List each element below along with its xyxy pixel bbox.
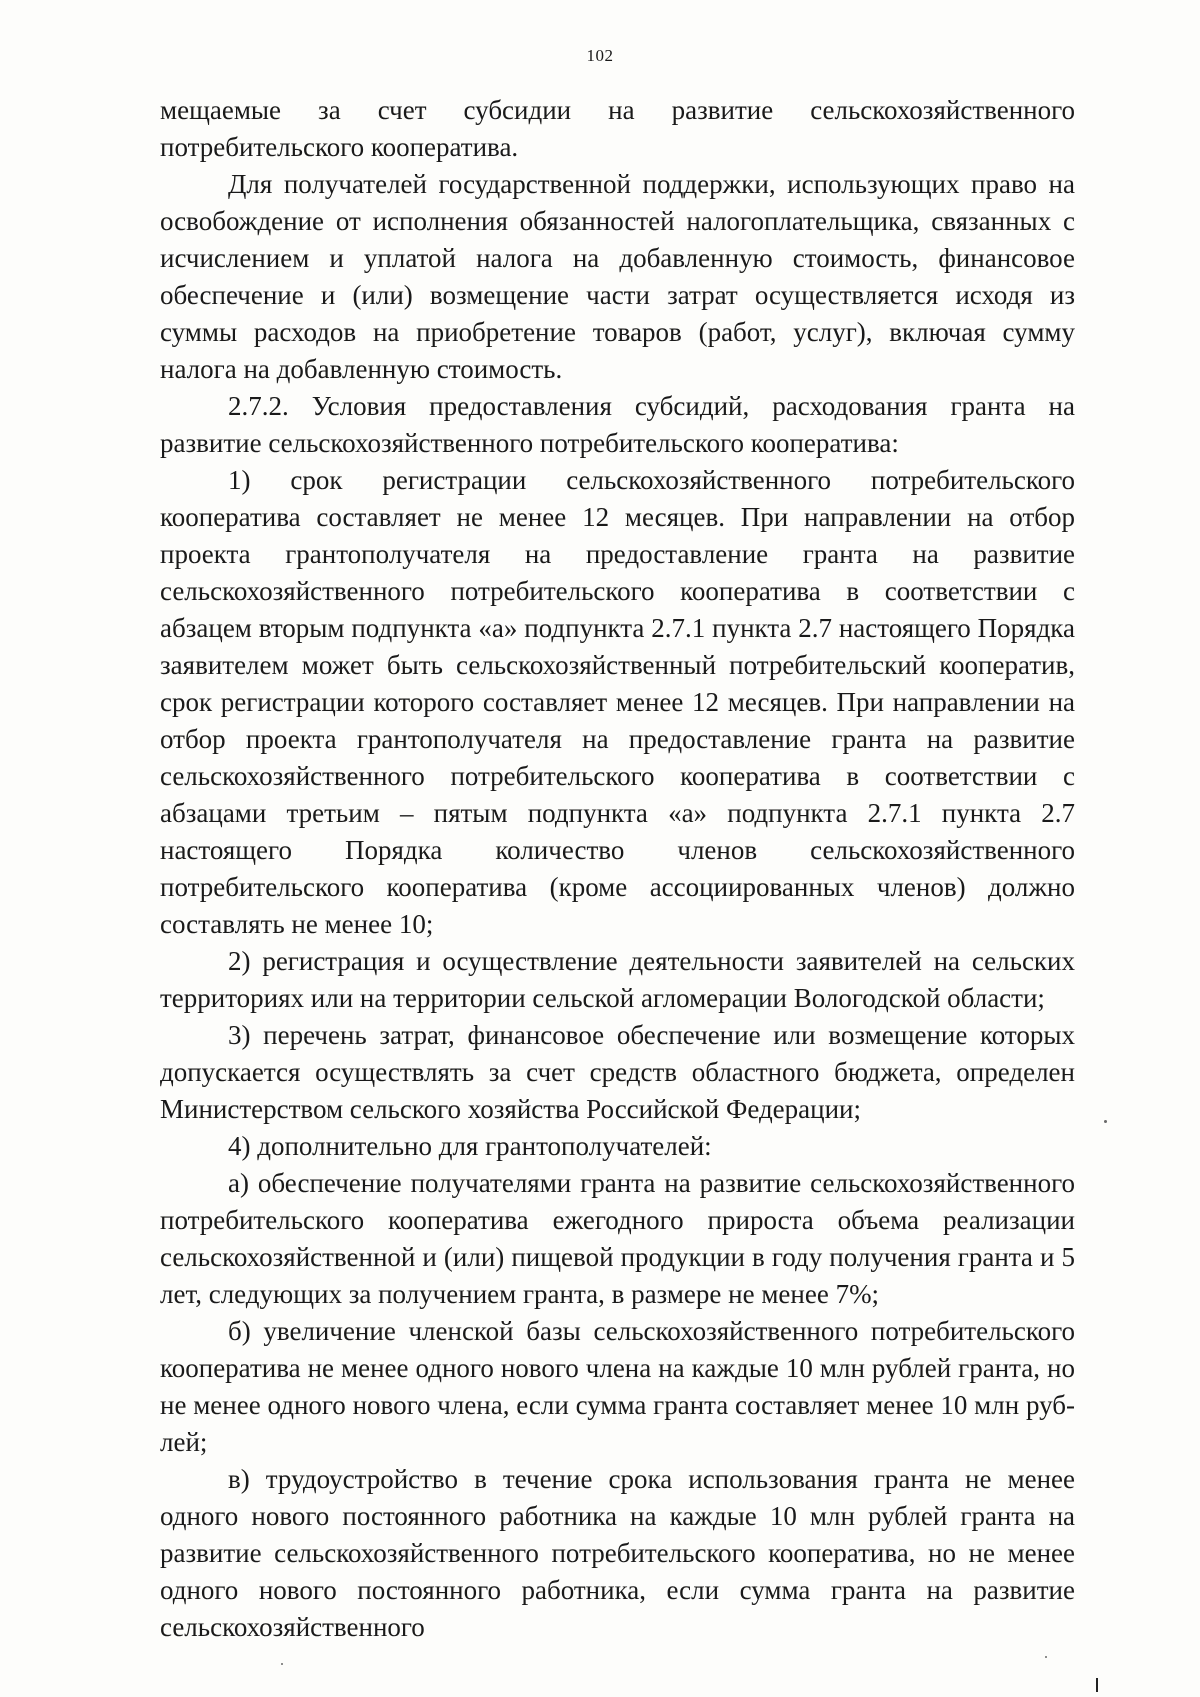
paragraph-item-2: 2) регистрация и осуществление деятельности заявителей на сельских территориях или на территории сельской агломерации Вологодской области;	[160, 946, 1075, 1013]
paragraph-section-2-7-2: 2.7.2. Условия предоставления субсидий, расходования гранта на развитие сельскохозяйственного потребительского кооператива:	[160, 391, 1075, 458]
scan-speck	[1045, 1656, 1047, 1658]
paragraph-item-3: 3) перечень затрат, финансовое обеспечение или возмещение которых допускается осуществлять за счет средств областного бюджета, определен Министерством сельского хозяйства Российской Федерации;	[160, 1020, 1075, 1124]
paragraph-item-1: 1) срок регистрации сельскохозяйственного потребительского кооператива составляет не менее 12 месяцев. При направлении на отбор проекта грантополучателя на предоставление гранта на развитие сельскохозяйственного потребительского кооператива в соответствии с абзацем вторым подпункта «а» подпункта 2.7.1 пункта 2.7 настоящего Порядка заявителем может быть сельскохозяйственный потребительский кооператив, срок регистрации которого составляет менее 12 месяцев. При направлении на отбор проекта грантополучателя на предоставление гранта на развитие сельскохозяйственного потребительского кооператива в соответствии с абзацами третьим – пятым подпункта «а» подпункта 2.7.1 пункта 2.7 настоящего Порядка количество членов сельскохозяйственного потребительского кооператива (кроме ассоциированных членов) должно составлять не менее 10;	[160, 465, 1075, 939]
paragraph-vat-recipients: Для получателей государственной поддержки, использующих право на освобождение от исполнения обязанностей налогоплательщика, связанных с исчислением и уплатой налога на добавленную стоимость, финансовое обеспечение и (или) возмещение части затрат осуществляется исходя из суммы расходов на приобретение товаров (работ, услуг), включая сумму налога на добавленную стоимость.	[160, 169, 1075, 384]
page-number: 102	[586, 46, 614, 65]
paragraph-continuation: мещаемые за счет субсидии на развитие сельскохозяйственного потребительского кооператива.	[160, 95, 1075, 162]
paragraph-item-4a: а) обеспечение получателями гранта на развитие сельскохозяйственного потребительского кооператива ежегодного прироста объема реализации сельскохозяйственной и (или) пищевой продукции в году получения гранта и 5 лет, следующих за получением гранта, в размере не менее 7%;	[160, 1168, 1075, 1309]
document-body	[160, 92, 1075, 1646]
scan-speck	[281, 1663, 283, 1665]
scan-edge-mark	[1096, 1678, 1098, 1692]
scan-speck	[1104, 1120, 1107, 1123]
paragraph-item-4: 4) дополнительно для грантополучателей:	[228, 1131, 712, 1161]
paragraph-item-4v: в) трудоустройство в течение срока использования гранта не менее одного нового постоянного работника на каждые 10 млн рублей гранта на развитие сельскохозяйственного потребительского кооператива, но не менее одного нового постоянного работника, если сумма гранта на развитие сельскохозяйственного	[160, 1464, 1075, 1642]
paragraph-item-4b: б) увеличение членской базы сельскохозяйственного потребительского кооператива не менее одного нового члена на каждые 10 млн рублей гранта, но не менее одного нового члена, если сумма гранта составляет менее 10 млн рублей;	[160, 1316, 1075, 1457]
